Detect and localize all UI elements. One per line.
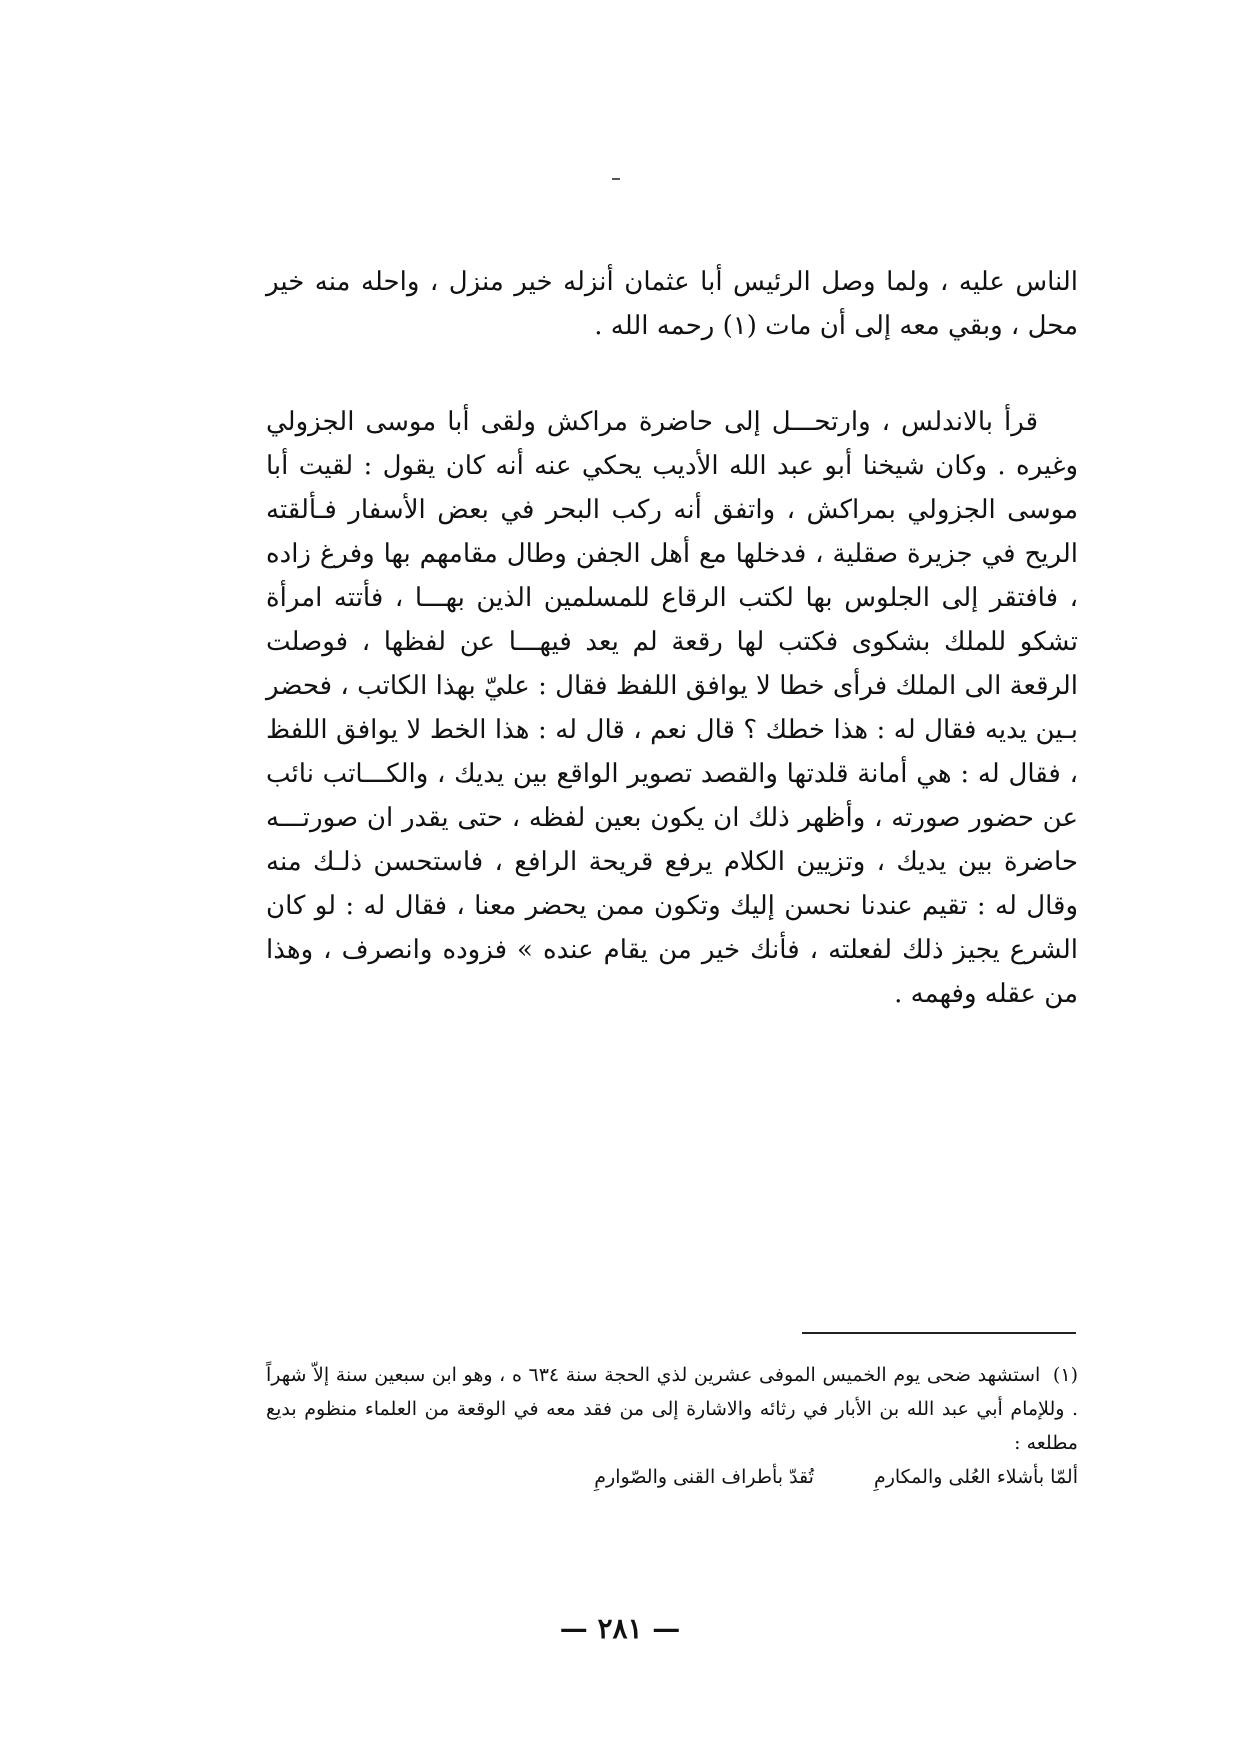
paragraph-continuation: الناس عليه ، ولما وصل الرئيس أبا عثمان أنزله خير منزل ، واحله منه خير محل ، وبقي معه إلى أن مات (١) رحمه الله . [266, 267, 1078, 341]
footnote-text: استشهد ضحى يوم الخميس الموفى عشرين لذي الحجة سنة ٦٣٤ ه ، وهو ابن سبعين سنة إلاّ شهراً . وللإمام أبي عبد الله بن الأبار في رثائه والاشارة إلى من فقد معه في الوقعة من العلماء منظوم بديع مطلعه : [266, 1364, 1078, 1454]
footnote-verse [266, 1460, 1078, 1494]
footnote-block [266, 1358, 1078, 1460]
verse-first-hemistich: ألمّا بأشلاء العُلى والمكارمِ [873, 1466, 1078, 1488]
verse-second-hemistich: تُقدّ بأطراف القنى والصّوارمِ [594, 1466, 814, 1488]
paragraph-main: قرأ بالاندلس ، وارتحـــل إلى حاضرة مراكش ولقى أبا موسى الجزولي وغيره . وكان شيخنا أبو عبد الله الأديب يحكي عنه أنه كان يقول : لقيت أبا موسى الجزولي بمراكش ، واتفق أنه ركب البحر في بعض الأسفار فـألقته الريح في جزيرة صقلية ، فدخلها مع أهل الجفن وطال مقامهم بها وفرغ زاده ، فافتقر إلى الجلوس بها لكتب الرقاع للمسلمين الذين بهـــا ، فأتته امرأة تشكو للملك بشكوى فكتب لها رقعة لم يعد فيهـــا عن لفظها ، فوصلت الرقعة الى الملك فرأى خطا لا يوافق اللفظ فقال : عليّ بهذا الكاتب ، فحضر بـين يديه فقال له : هذا خطك ؟ قال نعم ، قال له : هذا الخط لا يوافق اللفظ ، فقال له : هي أمانة قلدتها والقصد تصوير الواقع بين يديك ، والكـــاتب نائب عن حضور صورته ، وأظهر ذلك ان يكون بعين لفظه ، حتى يقدر ان صورتـــه حاضرة بين يديك ، وتزيين الكلام يرفع قريحة الرافع ، فاستحسن ذلـك منه وقال له : تقيم عندنا نحسن إليك وتكون ممن يحضر معنا ، فقال له : لو كان الشرع يجيز ذلك لفعلته ، فأنك خير من يقام عنده » فزوده وانصرف ، وهذا من عقله وفهمه . [266, 407, 1078, 1009]
page-number: — ٢٨١ — [559, 1612, 681, 1645]
page-top-mark [612, 178, 620, 180]
footnote-marker: (١) [1052, 1364, 1078, 1386]
footnote-separator [802, 1332, 1076, 1334]
